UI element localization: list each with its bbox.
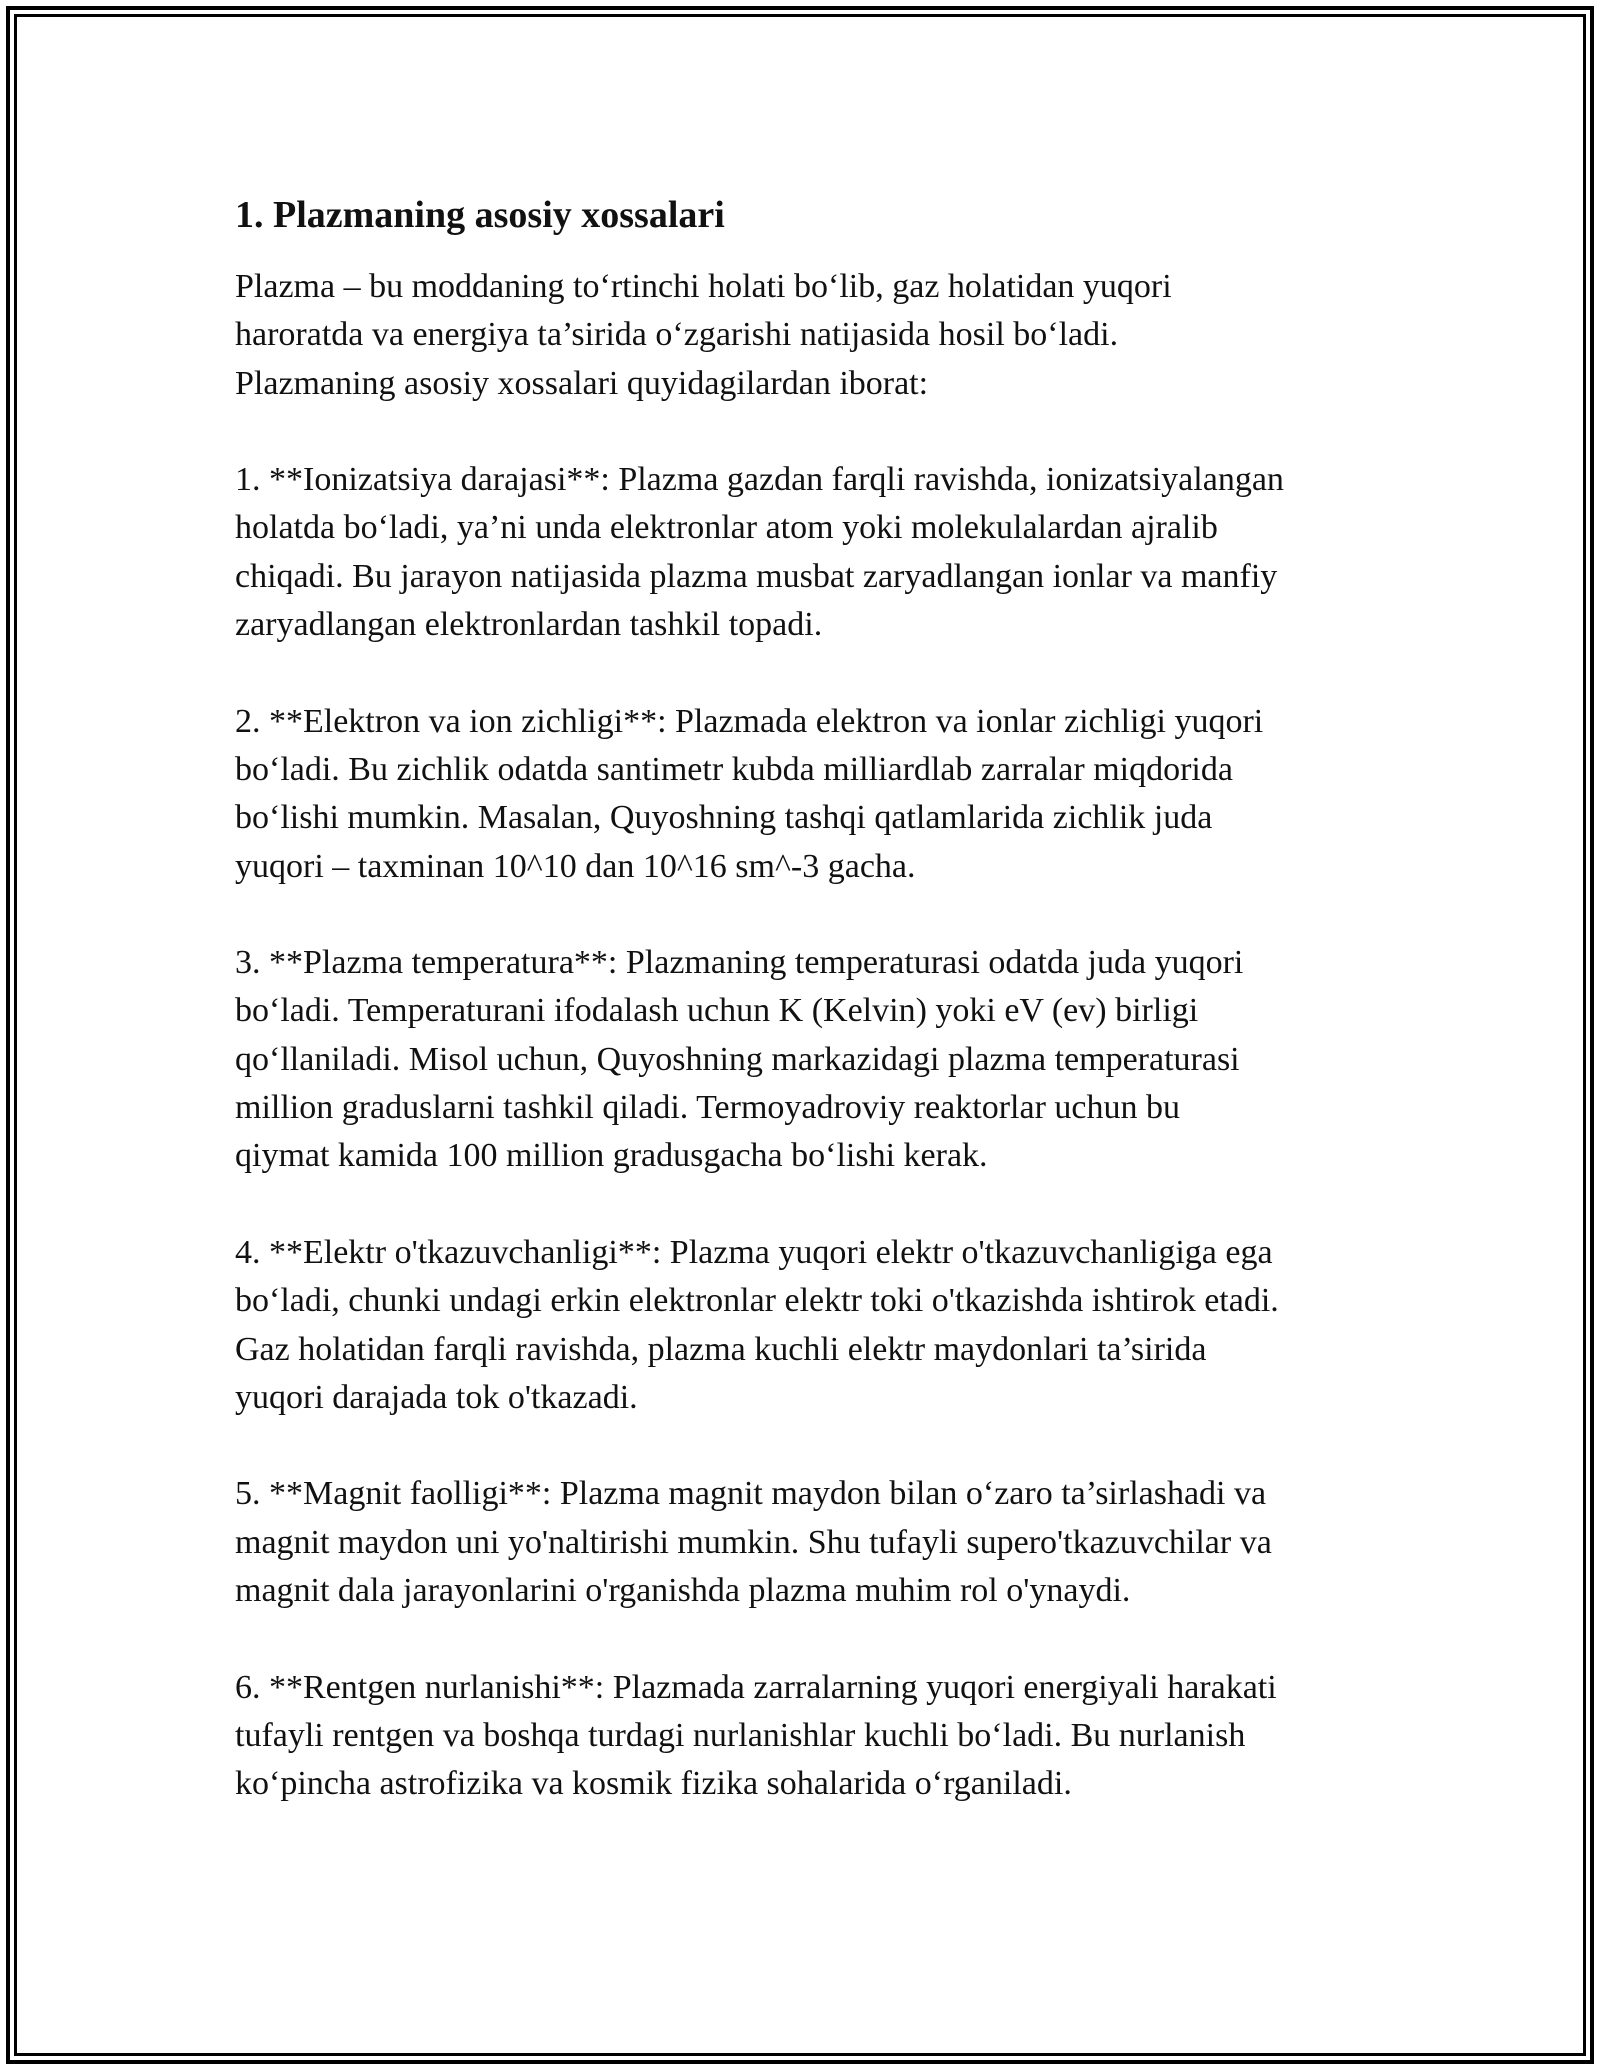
text-line: chiqadi. Bu jarayon natijasida plazma musbat zaryadlangan ionlar va manfiy [235,557,1278,595]
text-line: magnit maydon uni yo'naltirishi mumkin. Shu tufayli supero'tkazuvchilar va [235,1523,1272,1561]
text-line: 1. **Ionizatsiya darajasi**: Plazma gazdan farqli ravishda, ionizatsiyalangan [235,461,1284,499]
text-line: Plazmaning asosiy xossalari quyidagilardan iborat: [235,364,929,402]
text-line: yuqori – taxminan 10^10 dan 10^16 sm^-3 gacha. [235,847,916,885]
text-line: million graduslarni tashkil qiladi. Termoyadroviy reaktorlar uchun bu [235,1089,1180,1127]
text-line: zaryadlangan elektronlardan tashkil topadi. [235,606,823,644]
text-line: bo‘ladi. Temperaturani ifodalash uchun K (Kelvin) yoki eV (ev) birligi [235,992,1199,1030]
text-line: 4. **Elektr o'tkazuvchanligi**: Plazma yuqori elektr o'tkazuvchanligiga ega [235,1233,1273,1271]
paragraph-intro [235,263,1385,408]
paragraph-gap [235,408,1385,456]
document-body [235,185,1385,1809]
text-line: bo‘ladi. Bu zichlik odatda santimetr kubda milliardlab zarralar miqdorida [235,750,1233,788]
text-line: qo‘llaniladi. Misol uchun, Quyoshning markazidagi plazma temperaturasi [235,1040,1240,1078]
paragraph-gap [235,1181,1385,1229]
text-line: holatda bo‘ladi, ya’ni unda elektronlar atom yoki molekulalardan ajralib [235,509,1218,547]
text-line: 5. **Magnit faolligi**: Plazma magnit maydon bilan o‘zaro ta’sirlashadi va [235,1475,1267,1513]
paragraph-gap [235,891,1385,939]
text-line: tufayli rentgen va boshqa turdagi nurlanishlar kuchli bo‘ladi. Bu nurlanish [235,1716,1246,1754]
text-line: 2. **Elektron va ion zichligi**: Plazmada elektron va ionlar zichligi yuqori [235,702,1264,740]
paragraph-temperature [235,939,1385,1180]
text-line: bo‘ladi, chunki undagi erkin elektronlar elektr toki o'tkazishda ishtirok etadi. [235,1282,1279,1320]
document-title: 1. Plazmaning asosiy xossalari [235,194,725,236]
text-line: ko‘pincha astrofizika va kosmik fizika sohalarida o‘rganiladi. [235,1765,1072,1803]
text-line: Plazma – bu moddaning to‘rtinchi holati bo‘lib, gaz holatidan yuqori [235,268,1172,305]
text-line: 6. **Rentgen nurlanishi**: Plazmada zarralarning yuqori energiyali harakati [235,1668,1277,1706]
paragraph-gap [235,1422,1385,1470]
paragraph-gap [235,1615,1385,1663]
paragraph-ionization [235,456,1385,649]
paragraph-gap [235,649,1385,697]
paragraph-conductivity [235,1229,1385,1422]
paragraph-magnetic [235,1470,1385,1615]
text-line: yuqori darajada tok o'tkazadi. [235,1378,638,1416]
text-line: 3. **Plazma temperatura**: Plazmaning temperaturasi odatda juda yuqori [235,944,1244,982]
paragraph-xray [235,1664,1385,1809]
text-line: haroratda va energiya ta’sirida o‘zgarishi natijasida hosil bo‘ladi. [235,316,1119,354]
paragraph-density [235,698,1385,891]
text-line: magnit dala jarayonlarini o'rganishda plazma muhim rol o'ynaydi. [235,1572,1131,1610]
text-line: Gaz holatidan farqli ravishda, plazma kuchli elektr maydonlari ta’sirida [235,1330,1207,1368]
text-line: qiymat kamida 100 million gradusgacha bo‘lishi kerak. [235,1137,988,1175]
text-line: bo‘lishi mumkin. Masalan, Quyoshning tashqi qatlamlarida zichlik juda [235,799,1213,837]
